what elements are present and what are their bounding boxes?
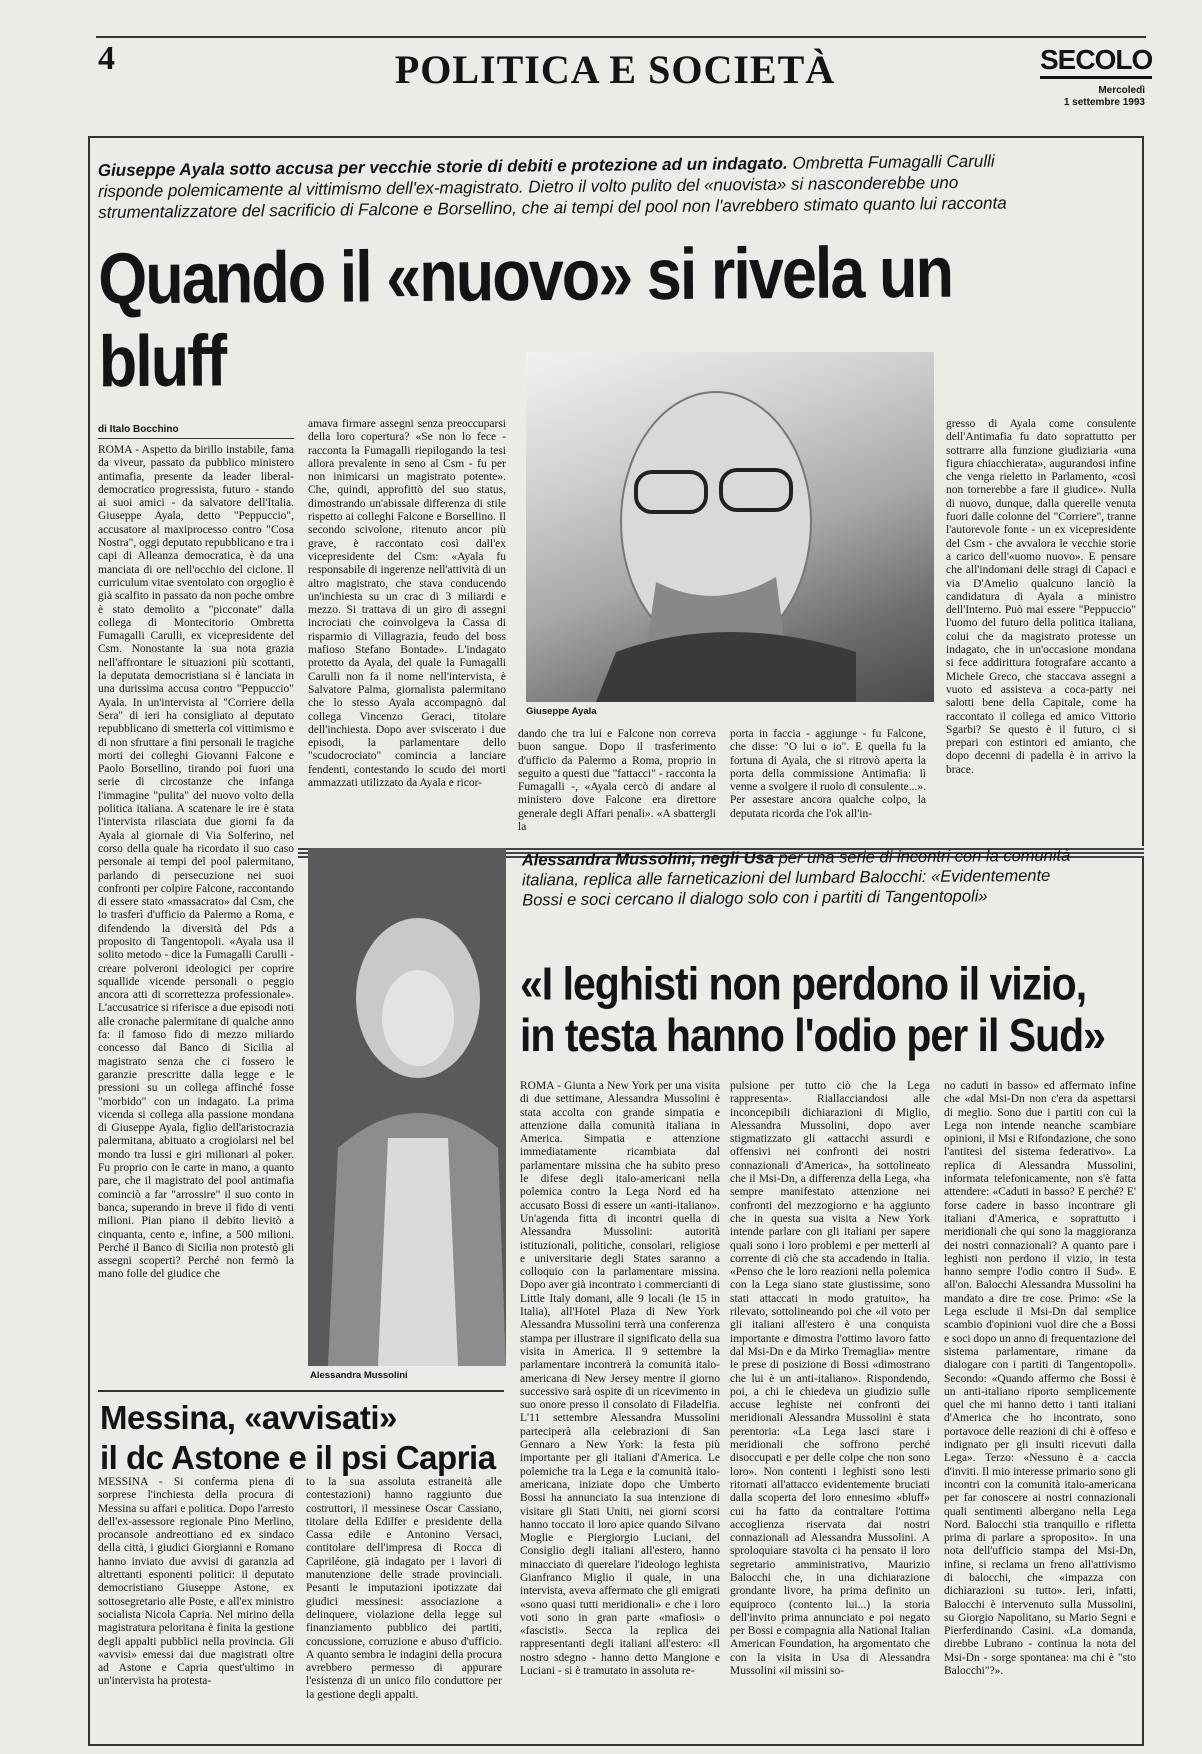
article3-headline	[100, 1398, 500, 1478]
section-title: POLITICA E SOCIETÀ	[394, 47, 836, 92]
mussolini-photo-caption: Alessandra Mussolini	[310, 1370, 408, 1381]
giuseppe-ayala-photo	[526, 352, 934, 702]
article2-column-2	[730, 1080, 930, 1740]
article3-headline-line1: Messina, «avvisati»	[100, 1399, 397, 1436]
article1-col2-text: amava firmare assegni senza preoccuparsi della loro copertura? «Se non lo fece - racconta la Fumagalli riepilogando la tesi allora prevalente in seno al Csm - fu per non inimicarsi un magistrato potente». Che, quindi, approfittò del suo status, dimostrando un'abissale differenza di stile rispetto ai colleghi Falcone e Borsellino. Il secondo scivolone, ritenuto ancor più grave, è raccontato così dall'ex vicepresidente del Csm: «Ayala fu responsabile di ingerenze nell'attività di un altro magistrato, che stava conducendo un'inchiesta su un crac di 3 miliardi e mezzo. Si trattava di un giro di assegni incrociati che coinvolgeva la Cassa di risparmio di Villagrazia, feudo del boss mafioso Stefano Bontade». L'indagato protetto da Ayala, del quale la Fumagalli Carulli non fa il nome nell'intervista, è Salvatore Palma, giornalista palermitano che lo stesso Ayala accompagnò dal collega Vincenzo Geraci, titolare dell'inchiesta. Dopo aver sviscerato i due episodi, la parlamentare dello "scudocrociato" comincia a lanciare fendenti, contestando lo scudo dei morti ammazzati utilizzato da Ayala e ricor-	[308, 418, 506, 790]
article2-col1-text: ROMA - Giunta a New York per una visita di due settimane, Alessandra Mussolini è stata accolta con grande simpatia e attenzione dalla comunità italiana in America. Simpatia e attenzione immediatamente ricambiata dal parlamentare missina che ha subito preso le difese degli italo-americani nella polemica contro la Lega Nord ed ha accusato Bossi di essere un «anti-italiano». Un'agenda fitta di incontri quella di Alessandra Mussolini: autorità istituzionali, politiche, consolari, religiose e universitarie degli States saranno a colloquio con la parlamentare missina. Dopo aver già incontrato i commercianti di Little Italy domani, alle 9 locali (le 15 in Italia), all'Hotel Plaza di New York Alessandra Mussolini terrà una conferenza stampa per illustrare il significato della sua visita in America. Il 9 settembre la parlamentare incontrerà la comunità italo-americana di New Jersey mentre il giorno successivo sarà ospite di un ricevimento in suo onore presso il consolato di Filadelfia. L'11 settembre Alessandra Mussolini parteciperà alla celebrazioni di San Gennaro a New York: la festa più importante per gli italiani d'America. Le polemiche tra la Lega e la comunità italo-americana, iniziate dopo che Umberto Bossi ha annunciato la sua intenzione di visitare gli Stati Uniti, nei giorni scorsi hanno toccato il loro apice quando Silvano Moglie e Piergiorgio Luciani, del Consiglio degli italiani all'estero, hanno minacciato di querelare l'ideologo leghista Gianfranco Miglio il quale, in una intervista, aveva affermato che gli emigrati «sono quasi tutti meridionali» e che i loro voti sono in gran parte «mafiosi» o «fascisti». Secca la replica dei rappresentanti degli italiani all'estero: «Il nostro sdegno - hanno detto Mangione e Luciani - si è tramutato in assoluta re-	[520, 1080, 720, 1678]
article3-top-rule	[98, 1390, 504, 1392]
article2-summary-bold: Alessandra Mussolini, negli Usa	[521, 849, 775, 870]
article2-column-1	[520, 1080, 720, 1740]
article1-column-3	[518, 728, 716, 838]
issue-full-date: 1 settembre 1993	[1063, 97, 1145, 108]
article3-col2-text: to la sua assoluta estraneità alle contestazioni) hanno raggiunto due costruttori, il messinese Oscar Cassiano, titolare della Edilfer e presidente della Cassa edile e Antonino Versaci, contitolare dell'impresa di Rocca di Capriléone, già indagato per i lavori di manutenzione delle strade provinciali. Pesanti le imputazioni ipotizzate dai giudici messinesi: associazione a delinquere, violazione della legge sul finanziamento pubblico dei partiti, concussione, corruzione e abuso d'ufficio. A quanto sembra le indagini della procura avrebbero permesso di appurare l'esistenza di un unico filo conduttore per la gestione degli appalti.	[306, 1476, 502, 1701]
article1-summary-text: Ombretta Fumagalli Carulli risponde polemicamente al vittimismo dell'ex-magistrato. Dietro il volto pulito del «nuovista» si nasconderebbe uno strumentalizzatore del sacrificio di Falcone e Borsellino, che ai tempi del pool non l'avrebbero stimato quanto lui racconta	[97, 151, 1007, 223]
article1-col4-text: porta in faccia - aggiunge - fu Falcone, che disse: "O lui o io". E quella fu la fortuna di Ayala, che si ritrovò aperta la porta della commissione Antimafia: lì venne a svolgere il ruolo di consulente...». Per assestare ancora qualche colpo, la deputata ricorda che l'ok all'in-	[730, 728, 926, 820]
portrait-illustration-2	[308, 848, 506, 1366]
article1-col5-text: gresso di Ayala come consulente dell'Antimafia fu dato soprattutto per sottrarre alla funzione giudiziaria «una figura chiacchierata», augurandosi infine che venga rieletto in Parlamento, «così non tornerebbe a fare il giudice». Nulla di nuovo, dunque, dalla querelle venuta fuori dalle colonne del "Corriere", tranne l'autorevole fonte - un ex vicepresidente del Csm - che avvalora le vecchie storie a carico dell'«uomo nuovo». E pensare che all'indomani delle stragi di Capaci e via D'Amelio qualcuno lanciò la candidatura di Ayala a ministro dell'Interno. Può mai essere "Peppuccio" l'uomo del futuro della politica italiana, colui che da magistrato protesse un indagato, che in un'occasione mondana si fece addirittura fotografare accanto a Michele Greco, che staccava assegni a vuoto ed assisteva a coca-party nei salotti bene della Capitale, come ha raccontato il collega ed amico Vittorio Sgarbi? Se questo è il futuro, ci si prepari con estintori ed amianto, che dopo decenni di padella è in arrivo la brace.	[946, 418, 1136, 776]
article3-headline-line2: il dc Astone e il psi Capria	[100, 1439, 496, 1476]
portrait-illustration	[526, 352, 934, 702]
article1-summary-bold: Giuseppe Ayala sotto accusa per vecchie storie di debiti e protezione ad un indagato.	[97, 153, 788, 181]
ayala-photo-caption: Giuseppe Ayala	[526, 706, 597, 717]
article2-col3-text: no caduti in basso» ed affermato infine che «dal Msi-Dn non c'era da aspettarsi di meglio. Sono due i partiti con cui la Lega non intende neanche scambiare opinioni, il Msi e Rifondazione, che sono l'antitesi del sistema federativo». La replica di Alessandra Mussolini, informata telefonicamente, non s'è fatta attendere: «Caduti in basso? E perché? E' forse cadere in basso incontrare gli italiani d'America, e soprattutto i meridionali che qui sono la maggioranza dei nostri connazionali? A quanto pare i leghisti non perdono il vizio, in testa hanno sempre l'odio contro il Sud». E all'on. Balocchi Alessandra Mussolini ha mandato a dire tre cose. Primo: «Se la Lega esclude il Msi-Dn dal semplice scambio d'opinioni vuol dire che a Bossi e soci dopo un anno di frequentazione del sistema parlamentare, rimane da dialogare con i partiti di Tangentopoli». Secondo: «Quando affermo che Bossi è un anti-italiano riporto semplicemente quel che mi hanno detto i tanti italiani d'America che ho incontrato, sono portavoce delle reazioni di chi è offeso e indignato per gli insulti ricevuti dalla Lega». Terzo: «Nessuno è a caccia d'inviti. Il mio interesse primario sono gli incontri con la comunità italo-americana per far conoscere ai nostri connazionali quali sentimenti albergano nella Lega Nord. Balocchi stia tranquillo e rifletta prima di parlare a sproposito». In una nota dell'ufficio stampa del Msi-Dn, infine, si reclama un freno all'attivismo di balocchi, che «impazza con dichiarazioni su tutto». Ieri, infatti, Balocchi è intervenuto sulla Mussolini, su Giorgio Napolitano, su Mario Segni e Pierferdinando Casini. «La domanda, direbbe Lubrano - continua la nota del Msi-Dn - sorge spontanea: ma chi è "sto Balocchi"?».	[944, 1080, 1136, 1678]
article1-column-2	[308, 418, 506, 832]
article1-column-1	[98, 444, 294, 1456]
issue-weekday: Mercoledì	[1098, 85, 1145, 96]
article3-col1-text: MESSINA - Si conferma piena di sorprese l'inchiesta della procura di Messina su affari e politica. Dopo l'arresto dell'ex-assessore regionale Pino Merlino, procansole andreottiano ed ex sindaco della città, i giudici Giorgianni e Romano hanno inviato due avvisi di garanzia ad altrettanti esponenti politici: il deputato democristiano Giuseppe Astone, ex sottosegretario alle Poste, e all'ex ministro socialista Nicola Capria. Nel mirino della magistratura peloritana è finita la gestione degli appalti pubblici nella provincia. Gli «avvisi» emessi dai due magistrati oltre ad Astone e Capria quest'ultimo in un'intervista ha protesta-	[98, 1476, 294, 1688]
byline-rule	[98, 438, 294, 439]
alessandra-mussolini-photo	[308, 848, 506, 1366]
top-rule	[96, 36, 1146, 38]
article3-column-1	[98, 1476, 294, 1740]
newspaper-logo: SECOLO	[1040, 44, 1152, 79]
article3-column-2	[306, 1476, 502, 1740]
article2-summary-text: per una serie di incontri con la comunità italiana, replica alle farneticazioni del lumbard Balocchi: «Evidentemente Bossi e soci cercano il dialogo solo con i partiti di Tangentopoli»	[521, 846, 1071, 910]
article1-headline: Quando il «nuovo» si rivela un bluff	[98, 232, 953, 403]
article2-col2-text: pulsione per tutto ciò che la Lega rappresenta». Riallacciandosi alle inconcepibili dichiarazioni di Miglio, Alessandra Mussolini, dopo aver stigmatizzato gli «attacchi assurdi e offensivi nei confronti dei nostri connazionali d'America», ha sottolineato che il Msi-Dn, a differenza della Lega, «ha sempre manifestato attenzione nei confronti del mezzogiorno e ha aggiunto che in questa sua visita a New York intende parlare con gli italiani per sapere quali sono i loro problemi e per metterli al corrente di ciò che sta accadendo in Italia. «Penso che le loro reazioni nella polemica con la Lega siano state giustissime, sono stati attaccati in modo gratuito», ha rilevato, sottolineando poi che «il voto per gli italiani all'estero è una conquista importante e dimostra l'ottimo lavoro fatto dal Msi-Dn e da Mirko Tremaglia» mentre le prese di posizione di Bossi «dimostrano che lui è un anti-italiano». Rispondendo, poi, a chi le chiedeva un giudizio sulle accuse leghiste nei confronti dei meridionali Alessandra Mussolini è stata perentoria: «La Lega lasci stare i meridionali che soffrono perché disoccupati e per delle colpe che non sono loro». Non contenti i leghisti sono lesti ritornati all'attacco evidentemente bruciati dalla scoperta del loro ennesimo «bluff» cui ha fatto da contraltare l'ottima accoglienza riservata dai nostri connazionali ad Alessandra Mussolini. A sproloquiare stavolta ci ha pensato il loro segretario amministrativo, Maurizio Balocchi che, in una dichiarazione grondante livore, ha prima definito un equiproco (contento lui...) la storia dell'invito prima annunciato e poi negato per Bossi e compagnia alla National Italian American Foundation, ha argomentato che con la visita in Usa di Alessandra Mussolini «il missini so-	[730, 1080, 930, 1678]
issue-date	[1050, 85, 1145, 109]
article2-column-3	[944, 1080, 1136, 1740]
article1-col1-text: ROMA - Aspetto da birillo instabile, fama da viveur, passato da pubblico ministero antimafia, presente da leader liberal-democratico progressista, futuro - stando ai suoi amici - da salvatore dell'Italia. Giuseppe Ayala, detto "Peppuccio", accusatore al maxiprocesso contro "Cosa Nostra", oggi deputato repubblicano e tra i capi di Alleanza democratica, è da una manciata di ore nell'occhio del ciclone. Il curriculum vitae sventolato con orgoglio è già scalfito in passato da non poche ombre è stato demolito a "picconate" dalla collega di Montecitorio Ombretta Fumagalli Carulli, ex vicepresidente del Csm. Nonostante la sua nota grazia nell'affrontare le situazioni più scottanti, la deputata democristiana si è lanciata in una durissima accusa contro "Peppuccio" Ayala. In un'intervista al "Corriere della Sera" di ieri ha consigliato al deputato repubblicano di smetterla col vittimismo e di non sfruttare a fini personali le tragiche morti dei colleghi Giovanni Falcone e Paolo Borsellino, tirando poi fuori una serie di circostanze che infanga l'immagine "pulita" del nuovo volto della politica italiana. A scatenare le ire è stata l'intervista rilasciata due giorni fa da Ayala al giornale di Via Solferino, nel corso della quale ha ricordato il suo caso personale ai tempi del pool palermitano, parlando di persecuzione nei suoi confronti per colpire Falcone, raccontando di essere stato «massacrato» dal Csm, che lo trasferì d'ufficio da Palermo a Roma, e difendendo la diversità del Pds a proposito di Tangentopoli. «Ayala usa il solito metodo - dice la Fumagalli Carulli - creare polveroni ideologici per coprire squallide vicende personali o peggio ancora atti di scorrettezza professionale». L'accusatrice si riferisce a due episodi noti alle cronache palermitane di qualche anno fa: il famoso fido di mezzo miliardo concesso dal Banco di Sicilia al magistrato senza che ci fossero le garanzie prescritte dalla legge e le pressioni su un collega affinché fosse "morbido" con un indagato. La prima vicenda si collega alla passione mondana di Giuseppe Ayala, figlio dell'aristocrazia palermitana, abituato a crogiolarsi nel bel mondo tra lussi e giri milionari al poker. Fu proprio con le carte in mano, a quanto pare, che il magistrato del pool antimafia cominciò a far "arrossire" il suo conto in banca, superando in breve il fido di venti milioni. Pian piano il debito lievitò a cinquanta, cento e, infine, a 500 milioni. Perché il Banco di Sicilia non protestò gli assegni scoperti? Perché non fermò la mano folle del giudice che	[98, 444, 294, 1281]
article2-summary	[522, 846, 1083, 911]
article1-col3-text: dando che tra lui e Falcone non correva buon sangue. Dopo il trasferimento d'ufficio da Palermo a Roma, proprio in seguito a questi due "fattacci" - racconta la Fumagalli -, «Ayala cercò di andare al ministero dove Falcone era direttore generale degli Affari penali». «A sbattergli la	[518, 728, 716, 834]
article1-column-4	[730, 728, 926, 838]
article1-byline: di Italo Bocchino	[98, 424, 179, 435]
article2-headline-line2: in testa hanno l'odio per il Sud»	[520, 1009, 1105, 1062]
article2-headline	[520, 958, 1120, 1061]
page-number: 4	[98, 40, 115, 77]
article1-column-5	[946, 418, 1136, 842]
article2-headline-line1: «I leghisti non perdono il vizio,	[520, 958, 1087, 1010]
article1-summary	[98, 150, 1059, 223]
